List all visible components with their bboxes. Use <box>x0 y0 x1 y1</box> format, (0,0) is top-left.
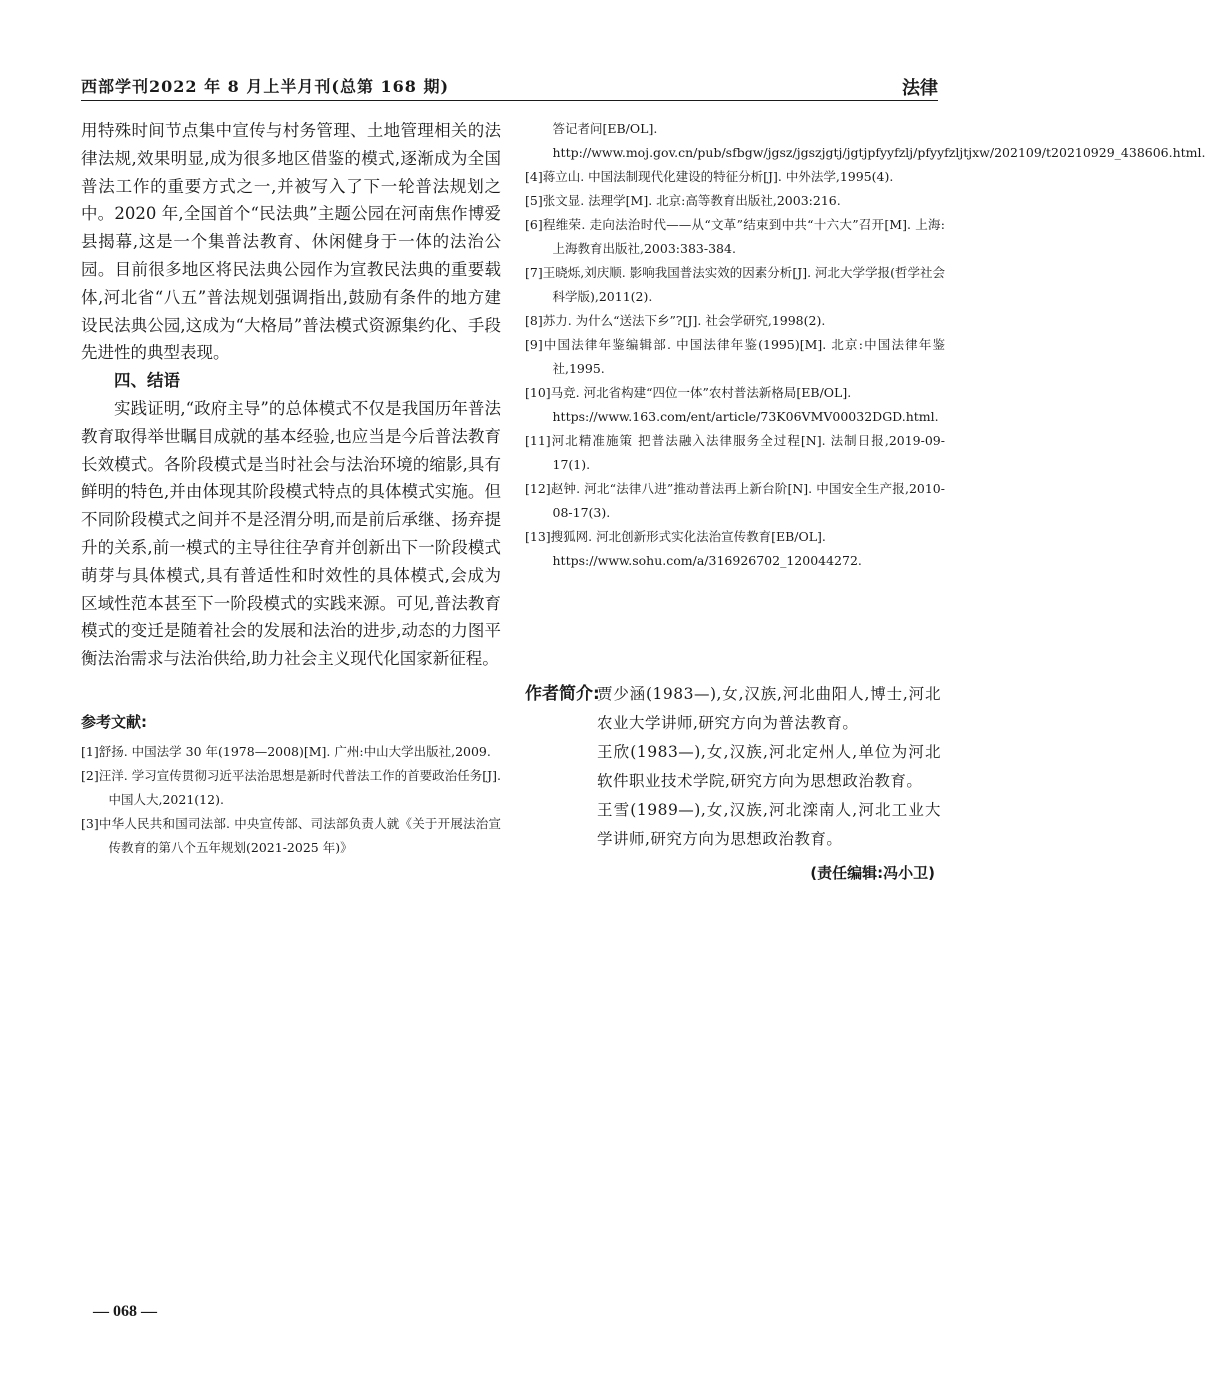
reference-continuation: 答记者问[EB/OL]. <box>552 121 658 136</box>
right-column <box>525 117 1206 573</box>
reference-item: [11]河北精准施策 把普法融入法律服务全过程[N]. 法制日报,2019-09-17(1). <box>525 433 945 472</box>
left-column <box>81 117 501 860</box>
reference-item: [9]中国法律年鉴编辑部. 中国法律年鉴(1995)[M]. 北京:中国法律年鉴社,1995. <box>525 337 945 376</box>
author-info <box>525 680 941 883</box>
author-label: 作者简介: <box>525 684 600 704</box>
page-header <box>81 70 938 102</box>
reference-item: [3]中华人民共和国司法部. 中央宣传部、司法部负责人就《关于开展法治宣传教育的第八个五年规划(2021-2025 年)》 <box>81 815 501 855</box>
reference-item: [4]蒋立山. 中国法制现代化建设的特征分析[J]. 中外法学,1995(4). <box>525 169 894 184</box>
reference-url <box>525 141 1206 165</box>
reference-url-text: http://www.moj.gov.cn/pub/sfbgw/jgsz/jgszjgtj/jgtjpfyyfzlj/pfyyfzljtjxw/202109/t20210929_438606.html. <box>552 145 1206 160</box>
author-entries <box>597 680 941 854</box>
reference-item: [5]张文显. 法理学[M]. 北京:高等教育出版社,2003:216. <box>525 193 841 208</box>
reference-url-text: https://www.163.com/ent/article/73K06VMV00032DGD.html. <box>552 409 939 424</box>
reference-item: [8]苏力. 为什么“送法下乡”?[J]. 社会学研究,1998(2). <box>525 313 826 328</box>
author-entry: 王欣(1983—),女,汉族,河北定州人,单位为河北软件职业技术学院,研究方向为思想政治教育。 <box>597 743 941 790</box>
reference-item: [1]舒扬. 中国法学 30 年(1978—2008)[M]. 广州:中山大学出版社,2009. <box>81 743 491 759</box>
reference-item: [13]搜狐网. 河北创新形式实化法治宣传教育[EB/OL]. <box>525 529 826 544</box>
references-title: 参考文献: <box>81 712 147 731</box>
responsible-editor: (责任编辑:冯小卫) <box>810 864 935 882</box>
section-name: 法律 <box>902 78 938 99</box>
section-heading: 四、结语 <box>114 371 180 391</box>
page-number: — 068 — <box>93 1303 157 1320</box>
reference-url-text: https://www.sohu.com/a/316926702_120044272. <box>552 553 862 568</box>
reference-item: [2]汪洋. 学习宣传贯彻习近平法治思想是新时代普法工作的首要政治任务[J]. 中国人大,2021(12). <box>81 767 501 807</box>
reference-url <box>525 405 945 429</box>
reference-url <box>525 549 945 573</box>
header-rule <box>81 100 938 101</box>
author-entry: 王雪(1989—),女,汉族,河北滦南人,河北工业大学讲师,研究方向为思想政治教育。 <box>597 801 941 848</box>
reference-item: [12]赵钟. 河北“法律八进”推动普法再上新台阶[N]. 中国安全生产报,2010-08-17(3). <box>525 481 945 520</box>
reference-item: [6]程维荣. 走向法治时代——从“文革”结束到中共“十六大”召开[M]. 上海:上海教育出版社,2003:383-384. <box>525 217 945 256</box>
body-paragraph: 实践证明,“政府主导”的总体模式不仅是我国历年普法教育取得举世瞩目成就的基本经验,也应当是今后普法教育长效模式。各阶段模式是当时社会与法治环境的缩影,具有鲜明的特色,并由体现其阶段模式特点的具体模式实施。但不同阶段模式之间并不是泾渭分明,而是前后承继、扬弃提升的关系,前一模式的主导往往孕育并创新出下一阶段模式萌芽与具体模式,具有普适性和时效性的具体模式,会成为区域性范本甚至下一阶段模式的实践来源。可见,普法教育模式的变迁是随着社会的发展和法治的进步,动态的力图平衡法治需求与法治供给,助力社会主义现代化国家新征程。 <box>81 398 501 669</box>
body-paragraph: 用特殊时间节点集中宣传与村务管理、土地管理相关的法律法规,效果明显,成为很多地区借鉴的模式,逐渐成为全国普法工作的重要方式之一,并被写入了下一轮普法规划之中。2020 年,全国首个“民法典”主题公园在河南焦作博爱县揭幕,这是一个集普法教育、休闲健身于一体的法治公园。目前很多地区将民法典公园作为宣教民法典的重要载体,河北省“八五”普法规划强调指出,鼓励有条件的地方建设民法典公园,这成为“大格局”普法模式资源集约化、手段先进性的典型表现。 <box>81 121 501 363</box>
reference-item: [7]王晓烁,刘庆顺. 影响我国普法实效的因素分析[J]. 河北大学学报(哲学社会科学版),2011(2). <box>525 265 945 304</box>
author-entry: 贾少涵(1983—),女,汉族,河北曲阳人,博士,河北农业大学讲师,研究方向为普法教育。 <box>597 685 941 732</box>
journal-issue: 西部学刊2022 年 8 月上半月刊(总第 168 期) <box>81 77 450 96</box>
reference-item: [10]马竞. 河北省构建“四位一体”农村普法新格局[EB/OL]. <box>525 385 852 400</box>
